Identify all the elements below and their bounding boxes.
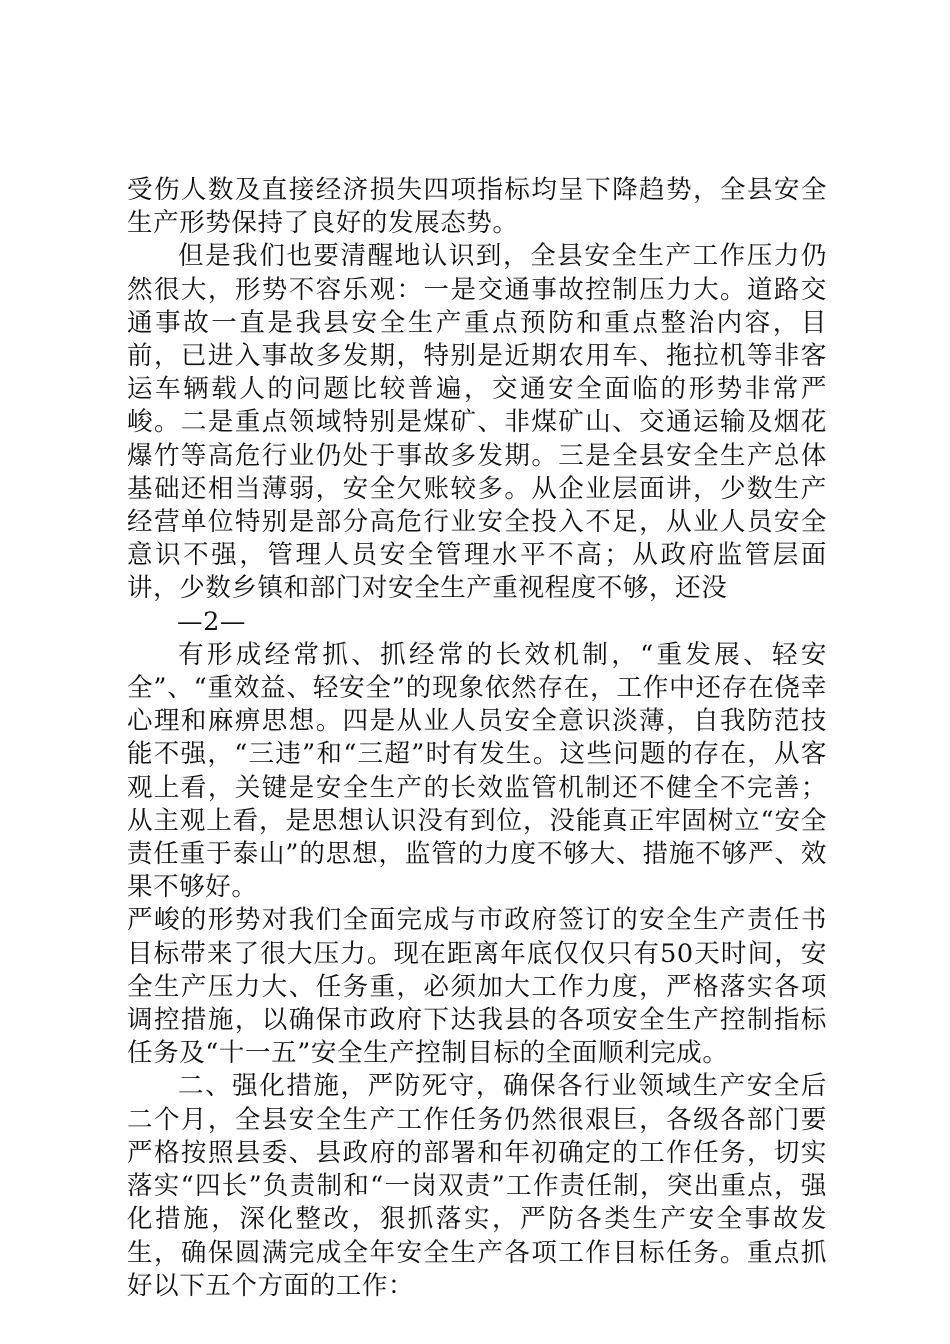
paragraph-situation-analysis: 但是我们也要清醒地认识到，全县安全生产工作压力仍然很大，形势不容乐观：一是交通事故控制压力大。道路交通事故一直是我县安全生产重点预防和重点整治内容，目前，已进入事故多发期，特别是近期农用车、拖拉机等非客运车辆载人的问题比较普遍，交通安全面临的形势非常严峻。二是重点领域特别是煤矿、非煤矿山、交通运输及烟花爆竹等高危行业仍处于事故多发期。三是全县安全生产总体基础还相当薄弱，安全欠账较多。从企业层面讲，少数生产经营单位特别是部分高危行业安全投入不足，从业人员安全意识不强，管理人员安全管理水平不高；从政府监管层面讲，少数乡镇和部门对安全生产重视程度不够，还没 — [127, 241, 827, 604]
page-number: —2— — [177, 606, 247, 637]
paragraph-continuation: 受伤人数及直接经济损失四项指标均呈下降趋势，全县安全生产形势保持了良好的发展态势。 — [127, 175, 827, 239]
document-body — [127, 174, 827, 1303]
paragraph-pressure: 严峻的形势对我们全面完成与市政府签订的安全生产责任书目标带来了很大压力。现在距离年底仅仅只有50天时间，安全生产压力大、任务重，必须加大工作力度，严格落实各项调控措施，以确保市政府下达我县的各项安全生产控制指标任务及“十一五”安全生产控制目标的全面顺利完成。 — [127, 905, 827, 1069]
paragraph-problems: 有形成经常抓、抓经常的长效机制，“重发展、轻安全”、“重效益、轻安全”的现象依然存在，工作中还存在侥幸心理和麻痹思想。四是从业人员安全意识淡薄，自我防范技能不强，“三违”和“三超”时有发生。这些问题的存在，从客观上看，关键是安全生产的长效监管机制还不健全不完善；从主观上看，是思想认识没有到位，没能真正牢固树立“安全责任重于泰山”的思想，监管的力度不够大、措施不够严、效果不够好。 — [127, 639, 827, 903]
section-heading-measures: 二、强化措施，严防死守，确保各行业领域生产安全后二个月，全县安全生产工作任务仍然很艰巨，各级各部门要严格按照县委、县政府的部署和年初确定的工作任务，切实落实“四长”负责制和“一岗双责”工作责任制，突出重点，强化措施，深化整改，狠抓落实，严防各类生产安全事故发生，确保圆满完成全年安全生产各项工作目标任务。重点抓好以下五个方面的工作： — [127, 1071, 827, 1301]
